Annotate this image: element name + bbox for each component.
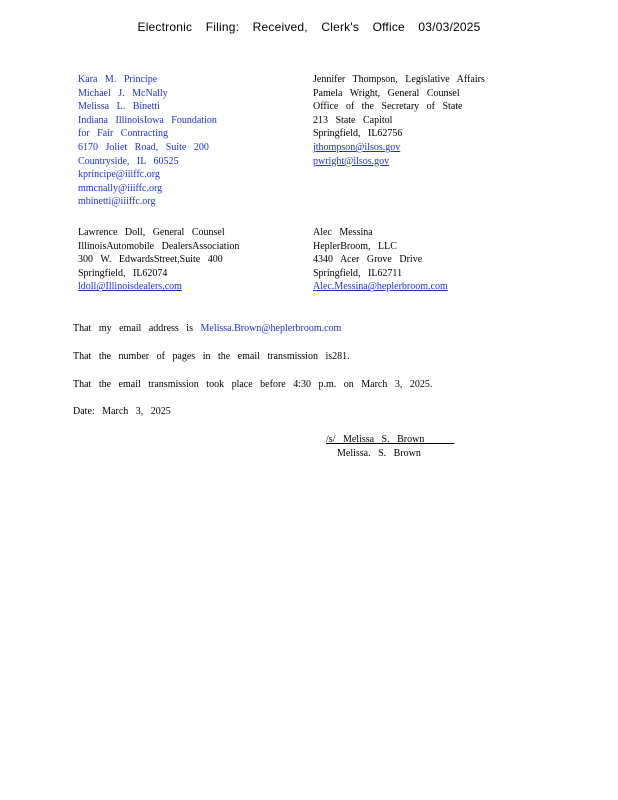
recipient-line: 213 State Capitol: [313, 114, 393, 126]
email-link[interactable]: mbinetti@iiiffc.org: [78, 196, 156, 208]
cert-email-line: [73, 323, 341, 334]
email-link[interactable]: jthompson@ilsos.gov: [313, 141, 401, 153]
cert-time-line: That the email transmission took place before 4:30 p.m. on March 3, 2025.: [73, 379, 433, 390]
recipient-line: Indiana IllinoisIowa Foundation: [78, 114, 217, 126]
recipient-line: Melissa L. Binetti: [78, 101, 160, 113]
recipient-block-principe: [78, 73, 217, 209]
recipient-block-doll: [78, 226, 257, 294]
email-link[interactable]: ldoll@Illinoisdealers.com: [78, 281, 182, 293]
email-link[interactable]: Alec.Messina@heplerbroom.com: [313, 281, 448, 293]
email-link[interactable]: mmcnally@iiiffc.org: [78, 182, 163, 194]
email-link[interactable]: kprincipe@iiiffc.org: [78, 169, 160, 181]
signature-line: [326, 434, 454, 445]
recipient-line: Countryside, IL 60525: [78, 155, 179, 167]
email-link[interactable]: pwright@ilsos.gov: [313, 155, 390, 167]
recipient-line: IllinoisAutomobile DealersAssociation: [78, 240, 240, 252]
recipient-line: Springfield, IL62756: [313, 128, 403, 140]
recipient-line: HeplerBroom, LLC: [313, 240, 397, 252]
signature-text: /s/ Melissa S. Brown: [326, 434, 425, 445]
recipient-line: Office of the Secretary of State: [313, 101, 463, 113]
cert-date-line: Date: March 3, 2025: [73, 406, 171, 417]
recipient-block-thompson: [313, 73, 485, 168]
efiling-header: Electronic Filing: Received, Clerk's Office 03/03/2025: [137, 20, 481, 34]
recipient-line: Lawrence Doll, General Counsel: [78, 227, 225, 238]
recipient-line: for Fair Contracting: [78, 128, 168, 140]
recipient-line: 6170 Joliet Road, Suite 200: [78, 141, 209, 153]
recipient-line: 4340 Acer Grove Drive: [313, 254, 423, 266]
recipient-block-messina: [313, 226, 523, 294]
recipient-line: Springfield, IL62711: [313, 267, 403, 279]
recipient-line: Alec Messina: [313, 227, 373, 238]
recipient-line: 300 W. EdwardsStreet,Suite 400: [78, 254, 223, 266]
recipient-line: Kara M. Principe: [78, 74, 158, 85]
recipient-line: Springfield, IL62074: [78, 267, 168, 279]
cert-email-prefix: That my email address is: [73, 323, 193, 334]
recipient-line: Michael J. McNally: [78, 87, 168, 99]
signature-name: Melissa. S. Brown: [337, 448, 421, 459]
recipient-line: Pamela Wright, General Counsel: [313, 87, 460, 99]
cert-email-address[interactable]: Melissa.Brown@heplerbroom.com: [200, 323, 342, 334]
recipient-line: Jennifer Thompson, Legislative Affairs: [313, 74, 485, 85]
cert-pages-line: That the number of pages in the email transmission is281.: [73, 351, 350, 362]
